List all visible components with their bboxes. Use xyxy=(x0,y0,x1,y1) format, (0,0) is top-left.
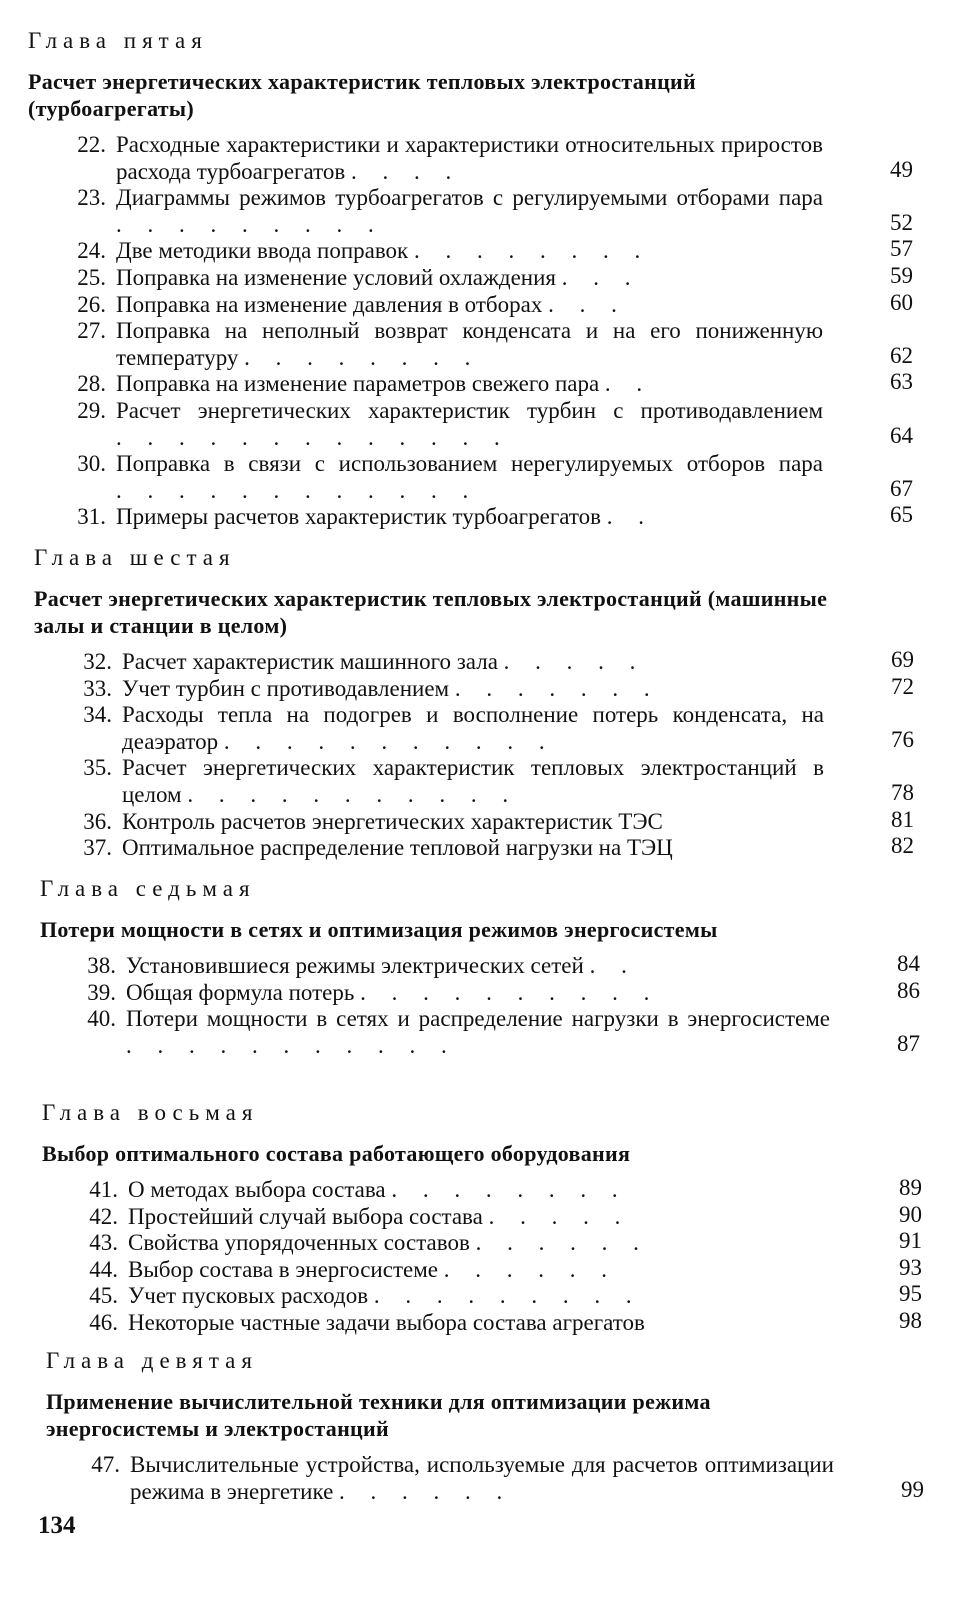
toc-entry[interactable] xyxy=(66,238,913,265)
entry-text: Поправка на неполный возврат конденсата и на его пониженную температуру xyxy=(116,318,823,370)
entry-text: Расходы тепла на подогрев и восполнение потерь конденсата, на деаэратор xyxy=(122,702,824,754)
entry-text: Поправка на изменение давления в отборах xyxy=(116,291,543,317)
dot-leader: . . . . . . . . xyxy=(413,238,651,264)
toc-entry[interactable] xyxy=(72,702,914,755)
dot-leader: . . . . . . . . . . . xyxy=(223,728,555,754)
toc-entry[interactable] xyxy=(72,673,914,703)
chapter-5 xyxy=(28,26,913,531)
toc-entry[interactable] xyxy=(78,1201,922,1231)
entry-text: Свойства упорядоченных составов xyxy=(128,1230,470,1256)
entry-page: 87 xyxy=(897,1030,920,1056)
entry-page: 82 xyxy=(891,833,914,859)
toc-entry[interactable] xyxy=(78,1307,922,1337)
entry-number: 36. xyxy=(83,808,112,834)
entry-page: 84 xyxy=(897,951,920,976)
toc-entry[interactable] xyxy=(78,1254,922,1284)
entry-page: 76 xyxy=(891,726,914,752)
entry-number: 39. xyxy=(87,979,116,1005)
entry-page: 81 xyxy=(891,806,914,832)
chapter-label: Глава пятая xyxy=(28,28,208,53)
entry-page: 59 xyxy=(890,262,913,288)
toc-entry[interactable] xyxy=(72,806,914,836)
dot-leader: . . . . . . . . . . . xyxy=(126,1032,457,1058)
entry-number: 24. xyxy=(77,238,106,264)
page-number: 134 xyxy=(38,1512,76,1539)
chapter-label: Глава седьмая xyxy=(40,876,256,901)
toc-entry[interactable] xyxy=(66,398,913,451)
entry-text: Некоторые частные задачи выбора состава агрегатов xyxy=(128,1309,645,1335)
dot-leader: . . . . . . xyxy=(339,1478,513,1504)
toc-entry[interactable] xyxy=(66,185,913,238)
entry-page: 49 xyxy=(890,156,913,182)
dot-leader: . . . . . xyxy=(503,649,646,674)
dot-leader: . . . . . . xyxy=(475,1230,649,1256)
entry-text: Выбор состава в энергосистеме xyxy=(128,1256,438,1282)
toc-entry[interactable] xyxy=(66,132,913,185)
entry-number: 23. xyxy=(77,185,106,211)
entry-number: 25. xyxy=(77,264,106,290)
entry-page: 65 xyxy=(890,502,913,528)
entry-text: Примеры расчетов характеристик турбоагрегатов xyxy=(116,504,601,530)
entry-number: 35. xyxy=(83,755,112,781)
entry-text: Общая формула потерь xyxy=(126,979,355,1005)
entry-number: 43. xyxy=(89,1230,118,1256)
entry-number: 28. xyxy=(77,371,106,397)
entry-number: 32. xyxy=(83,649,112,674)
toc-entry[interactable] xyxy=(66,504,913,531)
chapter-9 xyxy=(46,1346,924,1505)
toc-entry[interactable] xyxy=(78,1177,922,1204)
dot-leader: . . . . . . . . . . xyxy=(360,979,660,1005)
entry-number: 27. xyxy=(77,318,106,344)
entry-page: 62 xyxy=(890,342,913,368)
entry-page: 72 xyxy=(891,673,914,699)
dot-leader: . . xyxy=(606,504,654,530)
toc-entry[interactable] xyxy=(76,1006,920,1059)
toc-entry[interactable] xyxy=(66,318,913,371)
dot-leader: . . xyxy=(604,371,653,397)
entry-number: 29. xyxy=(77,397,106,423)
entry-text: Установившиеся режимы электрических сетей xyxy=(126,953,584,978)
toc-entry[interactable] xyxy=(66,262,913,292)
chapter-title: Выбор оптимального состава работающего оборудования xyxy=(42,1141,631,1166)
entry-page: 52 xyxy=(890,209,913,235)
entry-text: Потери мощности в сетях и распределение нагрузки в энергосистеме xyxy=(126,1006,830,1032)
toc-entry[interactable] xyxy=(76,977,920,1007)
chapter-label: Глава девятая xyxy=(46,1348,258,1373)
dot-leader: . . . . xyxy=(350,158,462,184)
entry-number: 42. xyxy=(89,1203,118,1229)
entry-text: Расходные характеристики и характеристики относительных приростов расхода турбоагрегатов xyxy=(116,132,823,184)
dot-leader: . . . . . . . . . . . xyxy=(187,781,519,807)
entry-page: 78 xyxy=(891,779,914,805)
toc-entry[interactable] xyxy=(78,1283,922,1310)
entry-text: О методах выбора состава xyxy=(128,1177,386,1202)
entry-number: 30. xyxy=(77,451,106,477)
entry-page: 93 xyxy=(899,1254,922,1280)
entry-text: Простейший случай выбора состава xyxy=(128,1203,483,1229)
entry-page: 86 xyxy=(897,977,920,1003)
entry-text: Расчет энергетических характеристик турбин с противодавлением xyxy=(116,397,823,423)
toc-entries xyxy=(78,1177,922,1337)
entry-page: 89 xyxy=(899,1175,922,1200)
dot-leader: . . . . . . . . . xyxy=(373,1283,642,1309)
entry-number: 46. xyxy=(89,1309,118,1335)
toc-entry[interactable] xyxy=(66,289,913,319)
toc-entry[interactable] xyxy=(66,371,913,398)
entry-text: Диаграммы режимов турбоагрегатов с регулируемыми отборами пара xyxy=(116,185,823,211)
dot-leader: . . . . . . . . xyxy=(244,344,481,370)
chapter-title: Применение вычислительной техники для оптимизации режима энергосистемы и электростанций xyxy=(46,1389,711,1441)
entry-page: 57 xyxy=(890,236,913,262)
chapter-title: Расчет энергетических характеристик тепловых электростанций (турбоагрегаты) xyxy=(28,69,696,121)
dot-leader: . . . . . . . . . xyxy=(116,211,384,237)
chapter-7 xyxy=(40,874,920,1059)
entry-text: Контроль расчетов энергетических характеристик ТЭС xyxy=(122,808,663,834)
entry-number: 22. xyxy=(77,132,106,157)
chapter-title: Потери мощности в сетях и оптимизация режимов энергосистемы xyxy=(40,917,718,942)
toc-entries xyxy=(66,132,913,531)
entry-page: 98 xyxy=(899,1307,922,1333)
toc-entries xyxy=(72,649,914,862)
dot-leader: . . . . . . xyxy=(443,1256,617,1282)
dot-leader: . . . . . . . . . . . . xyxy=(116,477,479,503)
entry-page: 90 xyxy=(899,1201,922,1227)
chapter-8 xyxy=(42,1098,922,1337)
dot-leader: . . . xyxy=(548,291,627,317)
toc-entry[interactable] xyxy=(72,755,914,808)
toc-entry[interactable] xyxy=(76,953,920,980)
toc-entry[interactable] xyxy=(66,451,913,504)
entry-number: 34. xyxy=(83,702,112,728)
entry-number: 41. xyxy=(89,1177,118,1202)
toc-entry[interactable] xyxy=(72,835,914,862)
entry-page: 63 xyxy=(890,369,913,395)
entry-text: Вычислительные устройства, используемые для расчетов оптимизации режима в энергетике xyxy=(130,1452,834,1504)
entry-text: Расчет характеристик машинного зала xyxy=(122,649,498,674)
entry-text: Учет турбин с противодавлением xyxy=(122,675,450,701)
entry-number: 33. xyxy=(83,675,112,701)
toc-entries xyxy=(76,953,920,1059)
entry-number: 37. xyxy=(83,835,112,861)
entry-number: 26. xyxy=(77,291,106,317)
entry-page: 95 xyxy=(899,1281,922,1307)
entry-text: Поправка на изменение параметров свежего пара xyxy=(116,371,600,397)
entry-text: Расчет энергетических характеристик тепловых электростанций в целом xyxy=(122,755,824,807)
entry-text: Две методики ввода поправок xyxy=(116,238,409,264)
entry-number: 47. xyxy=(91,1452,120,1477)
entry-number: 40. xyxy=(87,1006,116,1032)
chapter-label: Глава шестая xyxy=(34,545,236,570)
dot-leader: . . . . . . . . xyxy=(391,1177,628,1202)
dot-leader: . . . . . . . xyxy=(454,675,660,701)
dot-leader: . . . xyxy=(561,264,641,290)
entry-number: 45. xyxy=(89,1283,118,1309)
chapter-label: Глава восьмая xyxy=(42,1100,259,1125)
entry-page: 67 xyxy=(890,475,913,501)
entry-number: 38. xyxy=(87,953,116,978)
toc-entry[interactable] xyxy=(72,649,914,676)
chapter-6 xyxy=(34,543,914,862)
entry-page: 69 xyxy=(891,647,914,672)
entry-text: Поправка в связи с использованием нерегулируемых отборов пара xyxy=(116,451,823,477)
dot-leader: . . . . . xyxy=(488,1203,631,1229)
chapter-title: Расчет энергетических характеристик тепловых электростанций (машинные залы и станции в целом) xyxy=(34,586,828,638)
entry-text: Учет пусковых расходов xyxy=(128,1283,369,1309)
entry-page: 99 xyxy=(901,1476,924,1502)
toc-entries xyxy=(80,1452,924,1505)
entry-number: 44. xyxy=(89,1256,118,1282)
entry-page: 60 xyxy=(890,289,913,315)
toc-entry[interactable] xyxy=(80,1452,924,1505)
dot-leader: . . . . . . . . . . . . . xyxy=(116,424,510,450)
dot-leader: . . xyxy=(589,953,637,978)
toc-entry[interactable] xyxy=(78,1230,922,1257)
entry-text: Поправка на изменение условий охлаждения xyxy=(116,264,556,290)
entry-page: 91 xyxy=(899,1228,922,1254)
entry-text: Оптимальное распределение тепловой нагрузки на ТЭЦ xyxy=(122,835,673,861)
entry-number: 31. xyxy=(77,504,106,530)
entry-page: 64 xyxy=(890,422,913,448)
